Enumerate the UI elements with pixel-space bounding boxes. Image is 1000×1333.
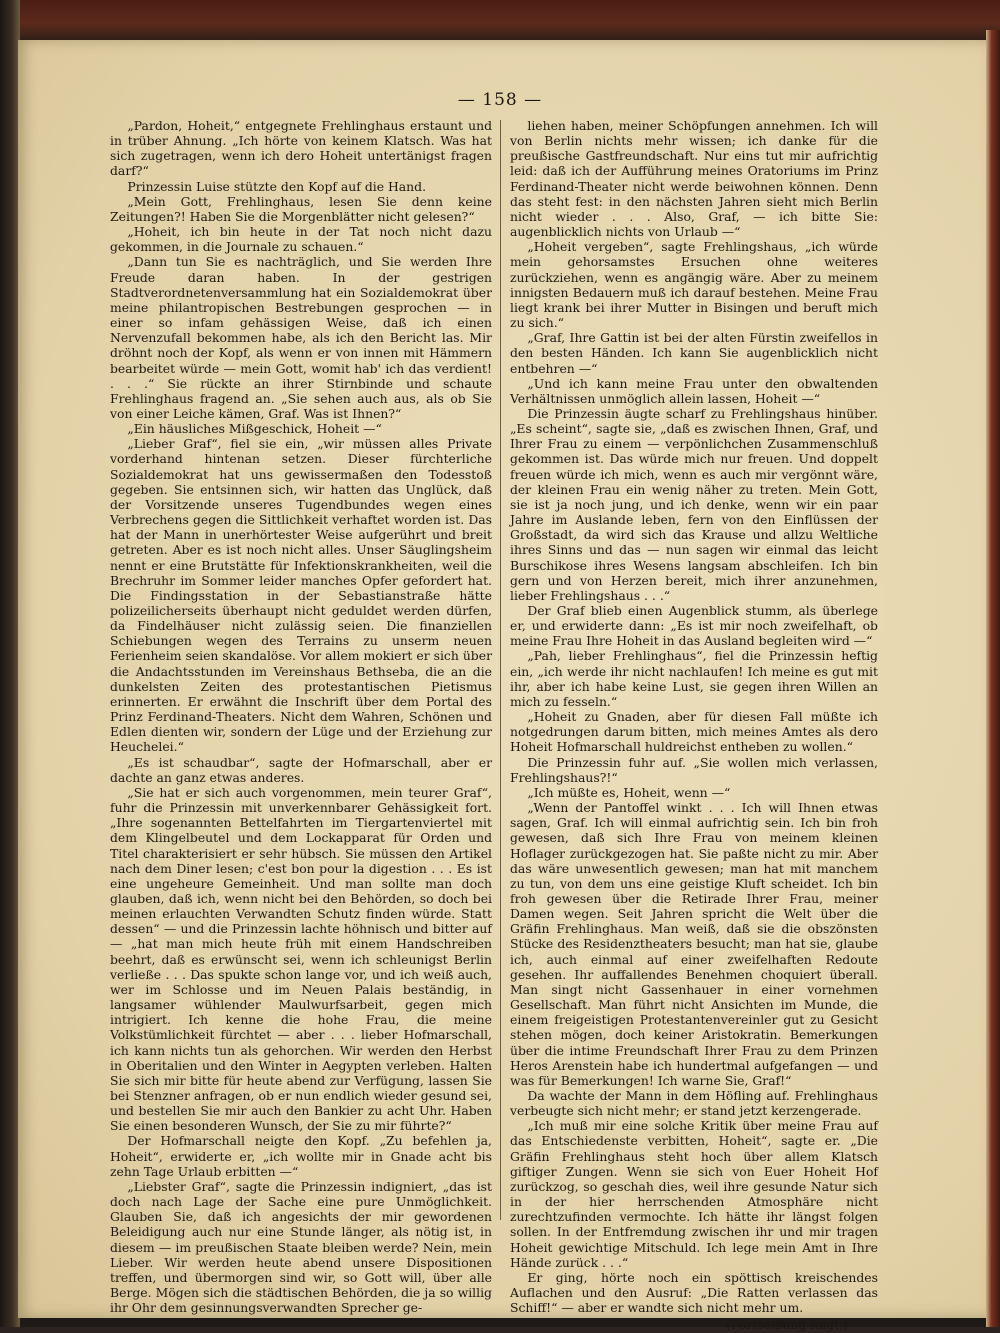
page-number: — 158 — bbox=[457, 90, 543, 110]
paragraph: „Hoheit zu Gnaden, aber für diesen Fall müßte ich notgedrungen darum bitten, mich meines Amtes als dero Hoheit Hofmarschall huldreichst entheben zu wollen.“ bbox=[510, 709, 878, 755]
paragraph: „Ein häusliches Mißgeschick, Hoheit —“ bbox=[127, 421, 382, 437]
paragraph: Der Graf blieb einen Augenblick stumm, als überlege er, und erwiderte dann: „Es ist mir noch zweifelhaft, ob meine Frau Ihre Hoheit in das Ausland begleiten wird —“ bbox=[510, 603, 878, 649]
right-column bbox=[510, 118, 878, 1333]
paragraph: „Es ist schaudbar“, sagte der Hofmarschall, aber er dachte an ganz etwas anderes. bbox=[110, 754, 492, 785]
paragraph: „Ich müßte es, Hoheit, wenn —“ bbox=[527, 784, 731, 800]
paragraph: „Pah, lieber Frehlinghaus“, fiel die Prinzessin heftig ein, „ich werde ihr nicht nachlaufen! Ich meine es gut mit ihr, aber ich habe keine Lust, sie gegen ihren Willen an mich zu fesseln.“ bbox=[510, 648, 878, 709]
column-divider bbox=[500, 120, 501, 1220]
paragraph: „Mein Gott, Frehlinghaus, lesen Sie denn keine Zeitungen?! Haben Sie die Morgenblätter nicht gelesen?“ bbox=[110, 193, 492, 224]
paragraph: Die Prinzessin äugte scharf zu Frehlingshaus hinüber. „Es scheint“, sagte sie, „daß es zwischen Ihnen, Graf, und Ihrer Frau zu einem — verpönlichchen Zusammenschluß gekommen ist. Das würde mich nur freuen. Und doppelt freuen würde ich mich, wenn es auch mir vergönnt wäre, der kleinen Frau ein wenig näher zu treten. Mein Gott, sie ist ja noch jung, und ich denke, wenn wir ein paar Jahre im Auslande leben, fern von den Einflüssen der Großstadt, da wird sich das Krause und allzu Weltliche ihres Sinns und das — nun sagen wir einmal das leicht Burschikose ihres Wesens langsam abschleifen. Ich bin gern und von Herzen bereit, mich ihrer anzunehmen, lieber Frehlingshaus . . .“ bbox=[510, 405, 878, 603]
paragraph: „Dann tun Sie es nachträglich, und Sie werden Ihre Freude daran haben. In der gestrigen Stadtverordnetenversammlung hat ein Sozialdemokrat über meine philantropischen Bestrebungen gesprochen — in einer so infam gehässigen Weise, daß ich einen Nervenzufall bekommen habe, als ich den Bericht las. Mir dröhnt noch der Kopf, als wenn er von innen mit Hämmern bearbeitet würde — mein Gott, womit hab' ich das verdient! . . .“ Sie rückte an ihrer Stirnbinde und schaute Frehlinghaus fragend an. „Sie sehen auch aus, als ob Sie von einer Leiche kämen, Graf. Was ist Ihnen?“ bbox=[110, 254, 492, 421]
left-column bbox=[110, 118, 492, 1315]
book-binding bbox=[0, 0, 20, 1327]
paragraph: Die Prinzessin fuhr auf. „Sie wollen mich verlassen, Frehlingshaus?!“ bbox=[510, 754, 878, 785]
paragraph: „Lieber Graf“, fiel sie ein, „wir müssen alles Private vorderhand hintenan setzen. Dieser fürchterliche Sozialdemokrat hat uns gewissermaßen den Todesstoß gegeben. Sie entsinnen sich, wir hatten das Unglück, daß der Vorsitzende unseres Tugendbundes wegen eines Verbrechens gegen die Sittlichkeit verhaftet worden ist. Das hat der Mann in unerhörtester Weise aufgerührt und breit getreten. Aber es ist noch nicht alles. Unser Säuglingsheim nennt er eine Brutstätte für Infektionskrankheiten, weil die Brechruhr im Sommer leider manches Opfer gefordert hat. Die Findingsstation in der Sebastianstraße hätte polizeilicherseits überhaupt nicht geduldet werden dürfen, da Findelhäuser nicht zulässig seien. Die finanziellen Schiebungen wegen des Terrains zu unserm neuen Ferienheim seien skandalöse. Vor allem mokiert er sich über die Andachtsstunden im Vereinshaus Bethseba, die an die dunkelsten Zeiten des protestantischen Pietismus erinnerten. Er erwähnt die Inschrift über dem Portal des Prinz Ferdinand-Theaters. Nicht dem Wahren, Schönen und Edlen dienten wir, sondern der Lüge und der Erziehung zur Heuchelei.“ bbox=[110, 436, 492, 755]
paragraph: „Graf, Ihre Gattin ist bei der alten Fürstin zweifellos in den besten Händen. Ich kann Sie augenblicklich nicht entbehren —“ bbox=[510, 330, 878, 376]
paragraph: „Hoheit vergeben“, sagte Frehlingshaus, „ich würde mein gehorsamstes Ersuchen ohne weiteres zurückziehen, wenn es angängig wäre. Aber zu meinem innigsten Bedauern muß ich darauf bestehen. Meine Frau liegt krank bei ihrer Mutter in Bisingen und beruft mich zu sich.“ bbox=[510, 239, 878, 331]
paragraph: „Sie hat er sich auch vorgenommen, mein teurer Graf“, fuhr die Prinzessin mit unverkennbarer Gehässigkeit fort. „Ihre sogenannten Bettelfahrten im Tiergartenviertel mit dem Klingelbeutel und dem Lockapparat für Orden und Titel charakterisiert er sehr hübsch. Sie müssen den Artikel nach dem Diner lesen; c'est bon pour la digestion . . . Es ist eine ungeheure Gemeinheit. Und man sollte man doch glauben, daß ich, wenn nicht bei den Behörden, so doch bei meinen erlauchten Verwandten Schutz finden würde. Statt dessen“ — und die Prinzessin lachte höhnisch und bitter auf — „hat man mich heute früh mit einem Handschreiben beehrt, daß es erwünscht sei, wenn ich schleunigst Berlin verließe . . . Das spukte schon lange vor, und ich weiß auch, wer im Schlosse und im Neuen Palais beständig, in langsamer wühlender Maulwurfsarbeit, gegen mich intrigiert. Ich kenne die hohe Frau, die meine Volkstümlichkeit fürchtet — aber . . . lieber Hofmarschall, ich kann nichts tun als gehorchen. Wir werden den Herbst in Oberitalien und den Winter in Aegypten verleben. Halten Sie sich mir bitte für heute abend zur Verfügung, lassen Sie bei Stenzner anfragen, ob er nun endlich wieder gesund sei, und bestellen Sie mir auch den Bankier zu acht Uhr. Haben Sie einen besonderen Wunsch, der Sie zu mir führte?“ bbox=[110, 784, 492, 1134]
paragraph: Da wachte der Mann in dem Höfling auf. Frehlinghaus verbeugte sich nicht mehr; er stand jetzt kerzengerade. bbox=[510, 1088, 878, 1119]
paragraph: Der Hofmarschall neigte den Kopf. „Zu befehlen ja, Hoheit“, erwiderte er, „ich wollte mir in Gnade acht bis zehn Tage Urlaub erbitten —“ bbox=[110, 1133, 492, 1179]
paragraph: „Pardon, Hoheit,“ entgegnete Frehlinghaus erstaunt und in trüber Ahnung. „Ich hörte von keinem Klatsch. Was hat sich zugetragen, wenn ich dero Hoheit untertänigst fragen darf?“ bbox=[110, 118, 492, 179]
book-cover-top-edge bbox=[18, 0, 1000, 42]
paragraph: „Hoheit, ich bin heute in der Tat noch nicht dazu gekommen, in die Journale zu schauen.“ bbox=[110, 224, 492, 255]
book-cover-right-edge bbox=[986, 30, 1000, 1327]
paragraph: „Liebster Graf“, sagte die Prinzessin indigniert, „das ist doch nach Lage der Sache eine pure Unmöglichkeit. Glauben Sie, daß ich angesichts der mir gewordenen Beleidigung auch nur eine Stunde länger, als nötig ist, in diesem — im preußischen Staate bleiben werde? Nein, mein Lieber. Wir werden heute abend unsere Dispositionen treffen, und übermorgen sind wir, so Gott will, über alle Berge. Mögen sich die städtischen Behörden, die ja so willig ihr Ohr dem gesinnungsverwandten Sprecher ge- bbox=[110, 1178, 492, 1316]
paragraph: „Wenn der Pantoffel winkt . . . Ich will Ihnen etwas sagen, Graf. Ich will einmal aufrichtig sein. Ich bin froh gewesen, daß sich Ihre Frau von meinem kleinen Hoflager zurückgezogen hat. Sie paßte nicht zu mir. Aber das wäre unwesentlich gewesen; man hat mit manchem zu tun, von dem uns eine geistige Kluft scheidet. Ich bin froh gewesen über die Retirade Ihrer Frau, meiner Damen wegen. Seit Jahren spricht die Welt über die Gräfin Frehlinghaus. Man weiß, daß sie die obszönsten Stücke des Residenztheaters besucht; man hat sie, glaube ich, auch einmal auf einer zweifelhaften Redoute gesehen. Ihr auffallendes Benehmen choquiert überall. Man singt nicht Gassenhauer in einer vornehmen Gesellschaft. Man führt nicht Ansichten im Munde, die einem freigeistigen Protestantenvereinler gut zu Gesicht stehen mögen, doch keiner Aristokratin. Bemerkungen über die intime Freundschaft Ihrer Frau zu dem Prinzen Heros Arenstein habe ich hundertmal aufgefangen — und was für Bemerkungen! Ich warne Sie, Graf!“ bbox=[510, 800, 878, 1088]
paragraph: liehen haben, meiner Schöpfungen annehmen. Ich will von Berlin nichts mehr wissen; ich danke für die preußische Gastfreundschaft. Nur eins tut mir aufrichtig leid: daß ich der Aufführung meines Oratoriums im Prinz Ferdinand-Theater nicht werde beiwohnen können. Denn das steht fest: in den nächsten Jahren sieht mich Berlin nicht wieder . . . Also, Graf, — ich bitte Sie: augenblicklich nichts von Urlaub —“ bbox=[510, 118, 878, 240]
paragraph: „Und ich kann meine Frau unter den obwaltenden Verhältnissen unmöglich allein lassen, Hoheit —“ bbox=[510, 375, 878, 406]
paragraph: „Ich muß mir eine solche Kritik über meine Frau auf das Entschiedenste verbitten, Hoheit“, sagte er. „Die Gräfin Frehlinghaus steht hoch über allem Klatsch giftiger Zungen. Wenn sie sich von Euer Hoheit Hof zurückzog, so geschah dies, weil ihre gesunde Natur sich in der hier herrschenden Atmosphäre nicht zurechtzufinden vermochte. Ich hätte ihr längst folgen sollen. In der Entfremdung zwischen ihr und mir tragen Hoheit gewichtige Mitschuld. Ich lege mein Amt in Ihre Hände zurück . . .“ bbox=[510, 1118, 878, 1270]
continuation-note: (Fortsetzung folgt.) bbox=[726, 1317, 848, 1333]
paragraph: Er ging, hörte noch ein spöttisch kreischendes Auflachen und den Ausruf: „Die Ratten verlassen das Schiff!“ — aber er wandte sich nicht mehr um. bbox=[510, 1269, 878, 1316]
paragraph: Prinzessin Luise stützte den Kopf auf die Hand. bbox=[127, 178, 427, 194]
